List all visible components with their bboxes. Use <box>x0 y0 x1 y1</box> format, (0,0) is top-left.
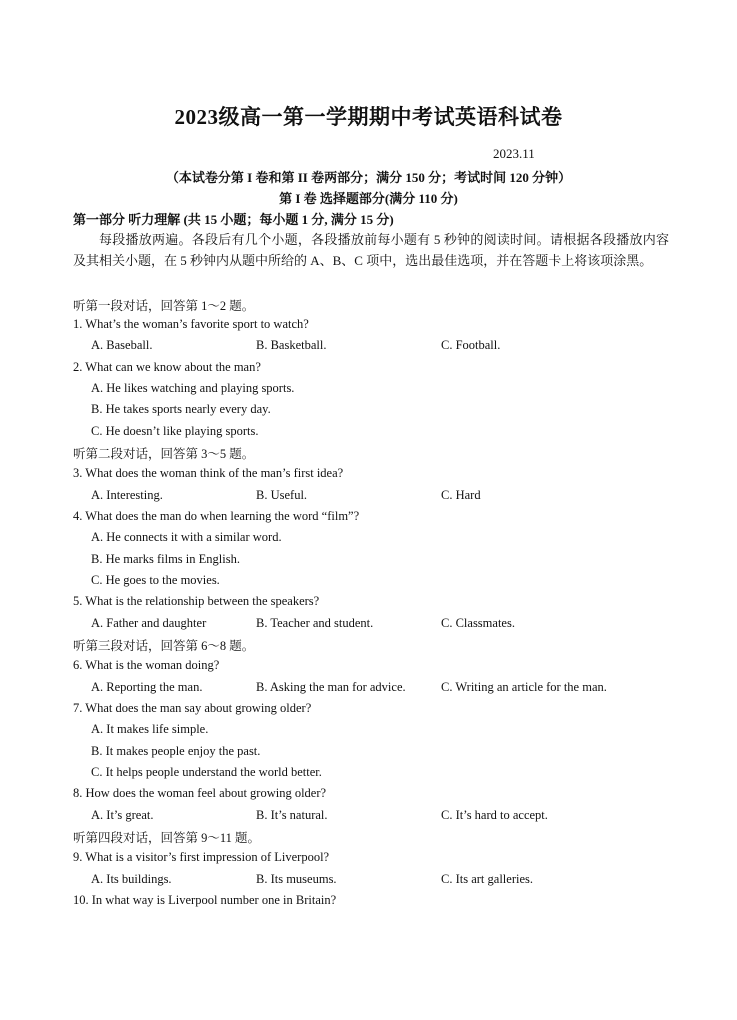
dialogue-heading-3: 听第三段对话，回答第 6～8 题。 <box>73 639 255 653</box>
option-3b: B. Useful. <box>256 488 308 502</box>
option-6a: A. Reporting the man. <box>91 680 203 694</box>
option-8b: B. It’s natural. <box>256 808 328 822</box>
option-5c: C. Classmates. <box>441 616 515 630</box>
exam-note: （本试卷分第 I 卷和第 II 卷两部分；满分 150 分；考试时间 120 分钟） <box>165 170 572 185</box>
question-stem-4: 4. What does the man do when learning the word “film”? <box>73 509 360 523</box>
option-3a: A. Interesting. <box>91 488 163 502</box>
exam-date: 2023.11 <box>493 146 535 161</box>
question-stem-2: 2. What can we know about the man? <box>73 360 261 374</box>
option-9a: A. Its buildings. <box>91 872 172 886</box>
option-6b: B. Asking the man for advice. <box>256 680 406 694</box>
question-stem-1: 1. What’s the woman’s favorite sport to watch? <box>73 317 309 331</box>
section-title: 第一部分 听力理解 (共 15 小题；每小题 1 分, 满分 15 分) <box>73 212 394 227</box>
section-instructions: 每段播放两遍。各段后有几个小题，各段播放前每小题有 5 秒钟的阅读时间。请根据各段播放内容及其相关小题，在 5 秒钟内从题中所给的 A、B、C 项中，选出最佳选项，并在答题卡上将该项涂黑。 <box>73 232 669 268</box>
option-5a: A. Father and daughter <box>91 616 207 630</box>
option-4a: A. He connects it with a similar word. <box>91 530 282 544</box>
option-7c: C. It helps people understand the world better. <box>91 765 322 779</box>
option-4b: B. He marks films in English. <box>91 552 240 566</box>
option-5b: B. Teacher and student. <box>256 616 374 630</box>
dialogue-heading-2: 听第二段对话，回答第 3～5 题。 <box>73 447 255 461</box>
option-1a: A. Baseball. <box>91 338 153 352</box>
question-stem-6: 6. What is the woman doing? <box>73 658 220 672</box>
question-stem-9: 9. What is a visitor’s first impression of Liverpool? <box>73 850 330 864</box>
dialogue-heading-1: 听第一段对话，回答第 1～2 题。 <box>73 299 255 313</box>
option-9c: C. Its art galleries. <box>441 872 533 886</box>
question-stem-7: 7. What does the man say about growing older? <box>73 701 312 715</box>
exam-title: 2023级高一第一学期期中考试英语科试卷 <box>174 105 563 129</box>
question-stem-10: 10. In what way is Liverpool number one in Britain? <box>73 893 337 907</box>
option-7a: A. It makes life simple. <box>91 722 209 736</box>
option-4c: C. He goes to the movies. <box>91 573 220 587</box>
option-8c: C. It’s hard to accept. <box>441 808 548 822</box>
dialogue-heading-4: 听第四段对话，回答第 9～11 题。 <box>73 831 261 845</box>
option-1c: C. Football. <box>441 338 501 352</box>
option-3c: C. Hard <box>441 488 481 502</box>
question-stem-5: 5. What is the relationship between the speakers? <box>73 594 320 608</box>
option-2b: B. He takes sports nearly every day. <box>91 402 271 416</box>
option-2a: A. He likes watching and playing sports. <box>91 381 295 395</box>
option-6c: C. Writing an article for the man. <box>441 680 607 694</box>
option-7b: B. It makes people enjoy the past. <box>91 744 261 758</box>
question-stem-8: 8. How does the woman feel about growing older? <box>73 786 327 800</box>
option-8a: A. It’s great. <box>91 808 154 822</box>
question-stem-3: 3. What does the woman think of the man’s first idea? <box>73 466 344 480</box>
part-heading: 第 I 卷 选择题部分(满分 110 分) <box>279 191 458 206</box>
option-2c: C. He doesn’t like playing sports. <box>91 424 259 438</box>
option-9b: B. Its museums. <box>256 872 337 886</box>
option-1b: B. Basketball. <box>256 338 327 352</box>
